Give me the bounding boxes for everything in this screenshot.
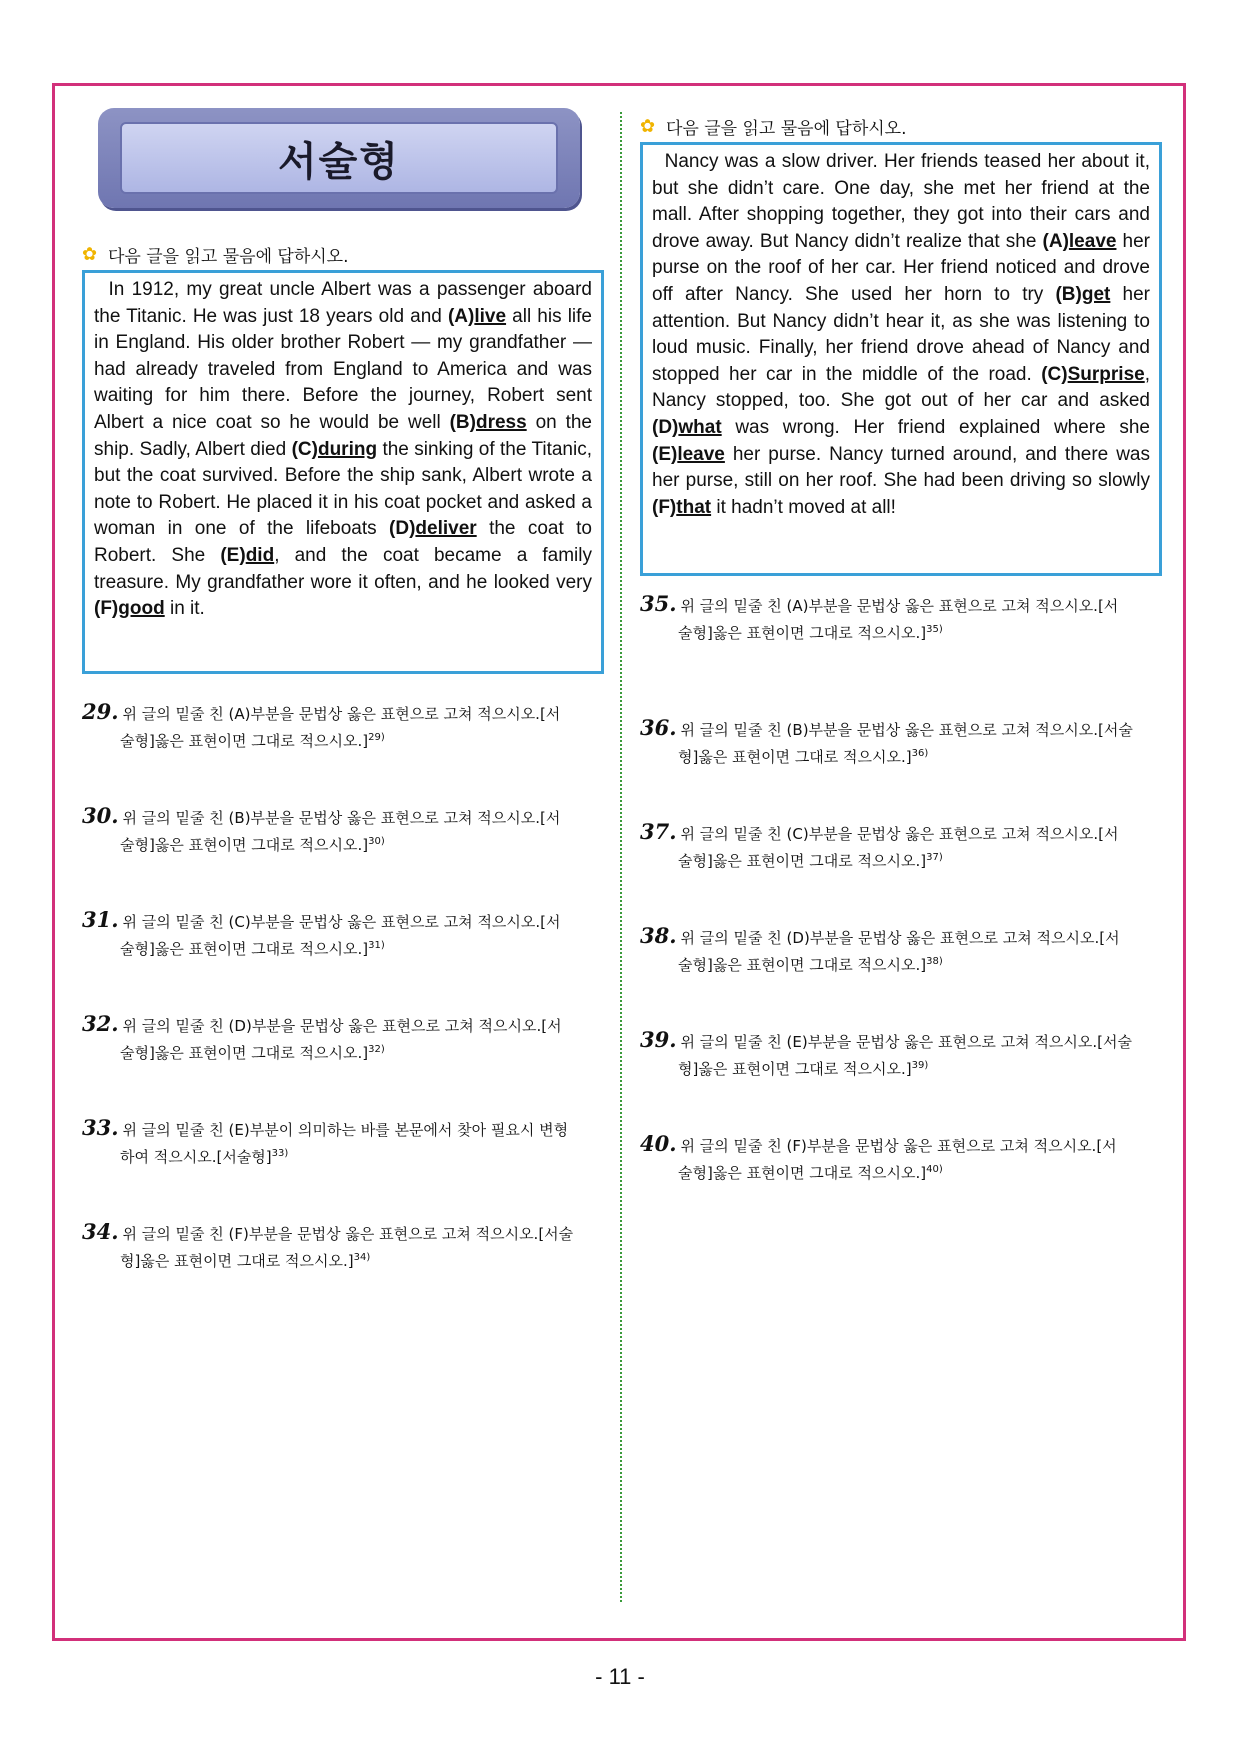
question-text: 위 글의 밑줄 친 (C)부분을 문법상 옳은 표현으로 고쳐 적으시오.[서 — [122, 913, 561, 931]
blank-marker: (D) — [652, 416, 679, 438]
question-item — [640, 1028, 1165, 1081]
question-item — [640, 820, 1165, 873]
blank-marker: (B) — [1055, 283, 1082, 305]
passage-text: In 1912, my great uncle Albert was a passenger aboard the Titanic. He was just 18 years old and — [94, 279, 592, 327]
passage-text: the sinking of the Titanic, but the coat survived. Before the ship sank, Albert wrote a note to Robert. He placed it in his coat pocket and asked a woman in one of the lifeboats — [94, 438, 592, 540]
underlined-blank — [448, 306, 506, 327]
question-text: 위 글의 밑줄 친 (E)부분이 의미하는 바를 본문에서 찾아 필요시 변형 — [122, 1121, 569, 1139]
blank-word: leave — [677, 443, 725, 465]
blank-word: that — [676, 496, 712, 518]
underlined-blank — [1041, 364, 1144, 385]
section-banner — [98, 108, 580, 208]
question-number: 29. — [82, 699, 119, 724]
underlined-blank — [94, 598, 165, 619]
underlined-blank — [1055, 284, 1110, 305]
question-number: 33. — [82, 1115, 119, 1140]
blank-word: Surprise — [1067, 363, 1145, 385]
passage-text: her purse on the roof of her car. Her friend noticed and drove off after Nancy. She used her horn to try — [652, 230, 1150, 305]
question-item — [82, 700, 607, 753]
instruction-text: 다음 글을 읽고 물음에 답하시오. — [108, 247, 349, 267]
section-banner-inner — [120, 122, 558, 194]
passage-nancy — [640, 142, 1162, 576]
passage-text: in it. — [164, 598, 205, 620]
footnote-ref: 40) — [926, 1164, 943, 1175]
passage-titanic — [82, 270, 604, 674]
passage-text: Nancy was a slow driver. Her friends teased her about it, but she didn’t care. One day, she met her friend at the mall. After shopping together, they got into their cars and drove away. But Nancy didn’t realize that she — [652, 151, 1150, 252]
underlined-blank — [292, 439, 378, 460]
blank-marker: (F) — [652, 496, 677, 518]
passage-text: on the ship. Sadly, Albert died — [94, 411, 592, 460]
footnote-ref: 31) — [368, 940, 385, 951]
question-text-cont: 술형]옳은 표현이면 그대로 적으시오.] — [678, 1164, 927, 1182]
question-item — [82, 1012, 607, 1065]
blank-marker: (D) — [389, 518, 416, 540]
section-title: 서술형 — [278, 138, 400, 185]
blank-word: deliver — [415, 518, 477, 540]
underlined-blank — [1043, 231, 1117, 252]
question-text-cont: 술형]옳은 표현이면 그대로 적으시오.] — [678, 624, 927, 642]
footnote-ref: 36) — [911, 748, 929, 759]
question-text-cont: 술형]옳은 표현이면 그대로 적으시오.] — [120, 732, 369, 750]
blank-word: did — [245, 544, 275, 566]
question-text: 위 글의 밑줄 친 (E)부분을 문법상 옳은 표현으로 고쳐 적으시오.[서술 — [680, 1033, 1133, 1051]
instruction-right — [640, 114, 907, 139]
blank-marker: (A) — [1042, 230, 1069, 252]
footnote-ref: 29) — [368, 732, 385, 743]
underlined-blank — [450, 412, 527, 433]
question-text: 위 글의 밑줄 친 (B)부분을 문법상 옳은 표현으로 고쳐 적으시오.[서술 — [680, 721, 1133, 739]
blank-word: during — [317, 438, 378, 460]
question-text-cont: 술형]옳은 표현이면 그대로 적으시오.] — [120, 836, 369, 854]
question-number: 37. — [640, 819, 677, 844]
question-number: 30. — [82, 803, 119, 828]
passage-text: was wrong. Her friend explained where she — [721, 416, 1150, 438]
blank-word: what — [678, 416, 722, 438]
question-number: 38. — [640, 923, 677, 948]
question-number: 36. — [640, 715, 677, 740]
flower-icon: ✿ — [82, 243, 98, 265]
question-text: 위 글의 밑줄 친 (D)부분을 문법상 옳은 표현으로 고쳐 적으시오.[서 — [122, 1017, 562, 1035]
question-text: 위 글의 밑줄 친 (A)부분을 문법상 옳은 표현으로 고쳐 적으시오.[서 — [122, 705, 561, 723]
footnote-ref: 39) — [911, 1060, 929, 1071]
question-number: 31. — [82, 907, 119, 932]
question-item — [82, 804, 607, 857]
blank-marker: (C) — [291, 438, 318, 460]
question-item — [640, 924, 1165, 977]
passage-text: the coat to Robert. She — [94, 518, 592, 566]
footnote-ref: 38) — [926, 956, 943, 967]
underlined-blank — [652, 417, 722, 438]
page-number: - 11 - — [595, 1664, 645, 1689]
blank-marker: (A) — [447, 305, 475, 327]
footnote-ref: 32) — [368, 1044, 385, 1055]
question-item — [82, 908, 607, 961]
question-item — [640, 592, 1165, 645]
question-number: 32. — [82, 1011, 119, 1036]
question-text-cont: 하여 적으시오.[서술형] — [120, 1148, 272, 1166]
question-text: 위 글의 밑줄 친 (C)부분을 문법상 옳은 표현으로 고쳐 적으시오.[서 — [680, 825, 1119, 843]
passage-text: her purse. Nancy turned around, and there was her purse, still on her roof. She had been driving so slowly — [652, 443, 1150, 492]
passage-text: all his life in England. His older brother Robert — my grandfather — had already traveled from England to America and was waiting for him there. Before the journey, Robert sent Albert a nice coat so he would be well — [94, 305, 593, 433]
question-text-cont: 술형]옳은 표현이면 그대로 적으시오.] — [678, 956, 927, 974]
blank-word: good — [118, 598, 165, 620]
question-number: 39. — [640, 1027, 677, 1052]
question-number: 34. — [82, 1219, 119, 1244]
question-text-cont: 술형]옳은 표현이면 그대로 적으시오.] — [120, 1044, 369, 1062]
footnote-ref: 30) — [368, 836, 385, 847]
column-divider — [620, 112, 622, 1602]
question-text-cont: 형]옳은 표현이면 그대로 적으시오.] — [120, 1252, 354, 1270]
blank-word: live — [474, 305, 507, 327]
blank-marker: (C) — [1041, 363, 1068, 385]
question-text: 위 글의 밑줄 친 (B)부분을 문법상 옳은 표현으로 고쳐 적으시오.[서 — [122, 809, 561, 827]
blank-word: get — [1081, 283, 1111, 305]
passage-text: , and the coat became a family treasure. My grandfather wore it often, and he looked very — [94, 544, 592, 593]
blank-word: dress — [475, 411, 527, 433]
question-text-cont: 술형]옳은 표현이면 그대로 적으시오.] — [678, 852, 927, 870]
question-text: 위 글의 밑줄 친 (F)부분을 문법상 옳은 표현으로 고쳐 적으시오.[서 — [680, 1137, 1117, 1155]
blank-marker: (E) — [220, 544, 246, 566]
question-text-cont: 술형]옳은 표현이면 그대로 적으시오.] — [120, 940, 369, 958]
question-text: 위 글의 밑줄 친 (A)부분을 문법상 옳은 표현으로 고쳐 적으시오.[서 — [680, 597, 1119, 615]
blank-marker: (B) — [449, 411, 476, 433]
underlined-blank — [652, 497, 711, 518]
instruction-text: 다음 글을 읽고 물음에 답하시오. — [666, 119, 907, 139]
question-item — [640, 716, 1165, 769]
blank-marker: (E) — [652, 443, 678, 465]
question-text: 위 글의 밑줄 친 (D)부분을 문법상 옳은 표현으로 고쳐 적으시오.[서 — [680, 929, 1120, 947]
question-text: 위 글의 밑줄 친 (F)부분을 문법상 옳은 표현으로 고쳐 적으시오.[서술 — [122, 1225, 574, 1243]
instruction-left — [82, 242, 349, 267]
underlined-blank — [389, 518, 477, 539]
question-item — [82, 1220, 607, 1273]
footnote-ref: 35) — [926, 624, 943, 635]
underlined-blank — [652, 444, 725, 465]
question-item — [82, 1116, 607, 1169]
passage-text: her attention. But Nancy didn’t hear it, as she was listening to loud music. Finally, her friend drove ahead of Nancy and stopped her car in the middle of the road. — [652, 283, 1150, 385]
footnote-ref: 33) — [271, 1148, 289, 1159]
footnote-ref: 37) — [926, 852, 943, 863]
question-number: 40. — [640, 1131, 677, 1156]
question-text-cont: 형]옳은 표현이면 그대로 적으시오.] — [678, 1060, 912, 1078]
passage-text: , Nancy stopped, too. She got out of her car and asked — [652, 363, 1150, 412]
question-number: 35. — [640, 591, 677, 616]
question-item — [640, 1132, 1165, 1185]
passage-text: it hadn’t moved at all! — [711, 496, 896, 518]
question-text-cont: 형]옳은 표현이면 그대로 적으시오.] — [678, 748, 912, 766]
underlined-blank — [220, 545, 274, 566]
blank-marker: (F) — [94, 598, 119, 620]
footnote-ref: 34) — [353, 1252, 371, 1263]
blank-word: leave — [1068, 230, 1117, 252]
flower-icon: ✿ — [640, 115, 656, 137]
